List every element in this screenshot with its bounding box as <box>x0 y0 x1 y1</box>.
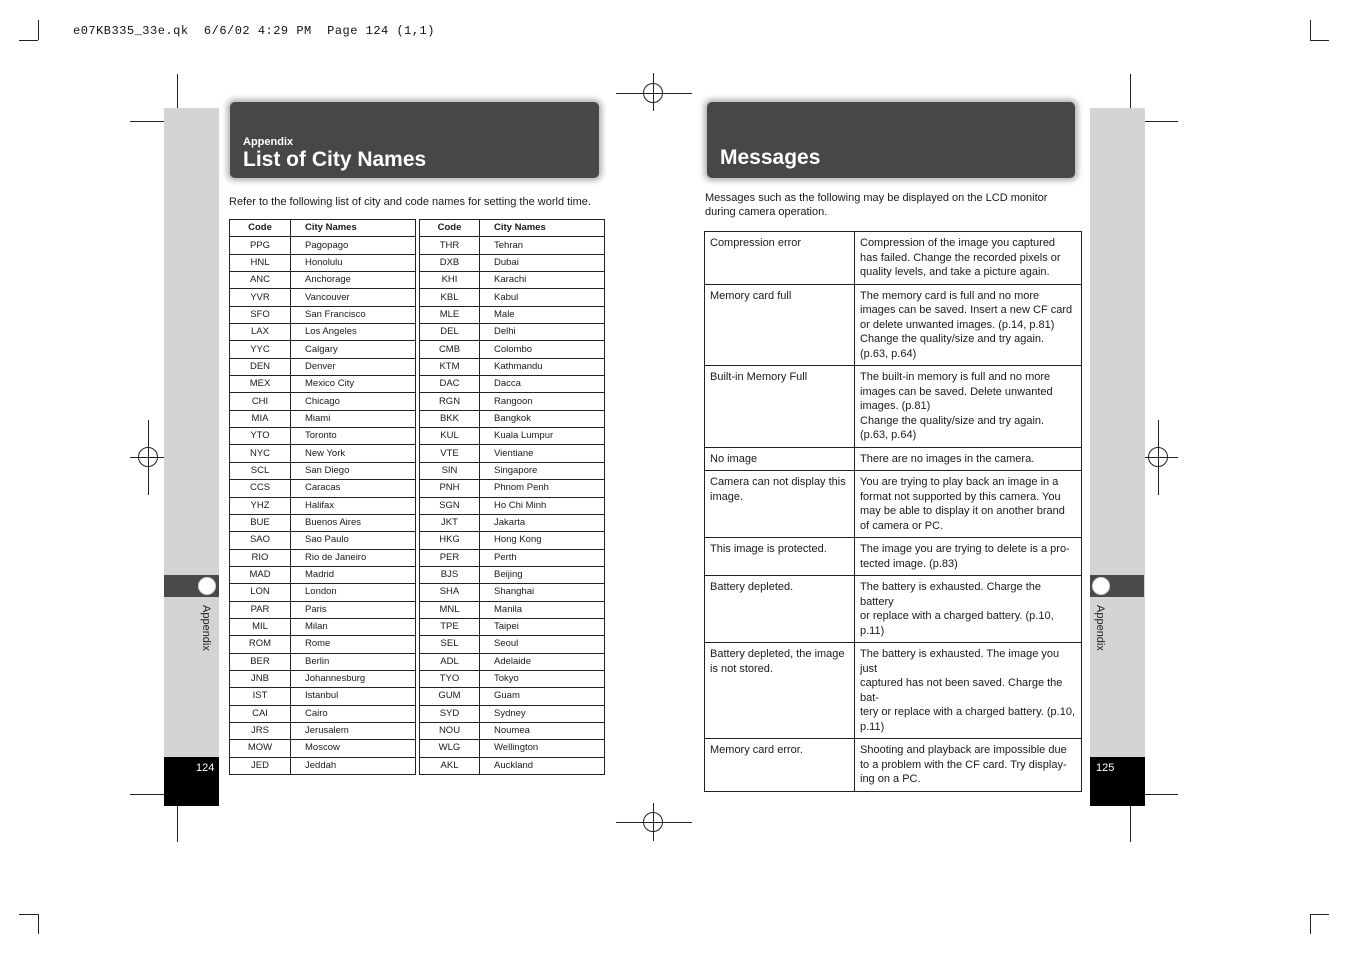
message-description-line: ing on a PC. <box>860 773 921 785</box>
city-name: Madrid <box>291 566 416 583</box>
intro-text <box>705 191 1047 219</box>
message-name-line: is not stored. <box>710 662 773 675</box>
table-row <box>230 445 605 462</box>
city-name: Moscow <box>291 740 416 757</box>
table-row <box>230 618 605 635</box>
message-description-line: (p.63, p.64) <box>860 429 917 441</box>
city-code: SAO <box>230 532 291 549</box>
city-code: MOW <box>230 740 291 757</box>
city-name: Rio de Janeiro <box>291 549 416 566</box>
city-code: PPG <box>230 237 291 254</box>
message-description <box>855 471 1082 538</box>
city-code: ANC <box>230 272 291 289</box>
crop-mark <box>38 20 39 40</box>
city-name: Delhi <box>480 324 605 341</box>
city-code: HNL <box>230 254 291 271</box>
trim-mark <box>1140 794 1178 795</box>
city-code: CHI <box>230 393 291 410</box>
trim-mark <box>1140 121 1178 122</box>
message-description-line: tery or replace with a charged battery. (p.10, <box>860 706 1076 718</box>
city-code: CCS <box>230 480 291 497</box>
city-name: Chicago <box>291 393 416 410</box>
table-row <box>230 532 605 549</box>
city-code: NOU <box>420 722 480 739</box>
section-label: Appendix <box>243 136 294 148</box>
message-description-line: or delete unwanted images. (p.14, p.81) <box>860 318 1055 331</box>
city-code: JRS <box>230 722 291 739</box>
city-code: SHA <box>420 584 480 601</box>
city-code: JKT <box>420 514 480 531</box>
city-code: JNB <box>230 670 291 687</box>
city-name: Colombo <box>480 341 605 358</box>
message-name <box>705 739 855 792</box>
city-code: SCL <box>230 462 291 479</box>
city-code: CAI <box>230 705 291 722</box>
message-description-line: has failed. Change the recorded pixels or <box>860 251 1061 264</box>
table-row <box>230 514 605 531</box>
city-code: MLE <box>420 306 480 323</box>
city-name: Buenos Aires <box>291 514 416 531</box>
message-name-line: This image is protected. <box>710 543 827 555</box>
city-code: VTE <box>420 445 480 462</box>
city-code: RIO <box>230 549 291 566</box>
messages-table <box>704 231 1082 792</box>
table-row <box>230 757 605 774</box>
registration-mark <box>138 447 158 467</box>
section-tab-marker <box>198 577 216 595</box>
table-row <box>230 722 605 739</box>
city-name: Caracas <box>291 480 416 497</box>
city-name: London <box>291 584 416 601</box>
message-description-line: Change the quality/size and try again. <box>860 333 1045 345</box>
table-row <box>230 480 605 497</box>
message-name <box>705 284 855 366</box>
city-code: YYC <box>230 341 291 358</box>
city-name: Johannesburg <box>291 670 416 687</box>
city-name: Halifax <box>291 497 416 514</box>
print-slug: e07KB335_33e.qk 6/6/02 4:29 PM Page 124 (1,1) <box>73 24 435 38</box>
message-name-line: Memory card error. <box>710 744 803 756</box>
city-name: Manila <box>480 601 605 618</box>
side-label-left: Appendix <box>200 605 212 651</box>
message-description-line: captured has not been saved. Charge the bat- <box>860 677 1063 704</box>
city-name: Vientiane <box>480 445 605 462</box>
table-row <box>230 410 605 427</box>
page-number-left: 124 <box>196 762 215 774</box>
message-name-line: Camera can not display this <box>710 476 846 488</box>
city-name: Istanbul <box>291 688 416 705</box>
city-name: Tehran <box>480 237 605 254</box>
trim-mark <box>1130 806 1131 842</box>
city-name: Kuala Lumpur <box>480 428 605 445</box>
city-code: MIL <box>230 618 291 635</box>
message-description <box>855 576 1082 643</box>
city-name: Berlin <box>291 653 416 670</box>
city-code: IST <box>230 688 291 705</box>
city-code: CMB <box>420 341 480 358</box>
city-name: Male <box>480 306 605 323</box>
city-name: Jeddah <box>291 757 416 774</box>
city-code: MEX <box>230 376 291 393</box>
message-name <box>705 366 855 448</box>
city-name: Vancouver <box>291 289 416 306</box>
message-description-line: Compression of the image you captured <box>860 237 1056 249</box>
city-code: KHI <box>420 272 480 289</box>
city-code: PER <box>420 549 480 566</box>
message-description-line: The battery is exhausted. Charge the battery <box>860 581 1041 608</box>
side-label-right: Appendix <box>1094 605 1106 651</box>
city-name: Karachi <box>480 272 605 289</box>
message-name-line: Memory card full <box>710 289 792 302</box>
city-name: San Francisco <box>291 306 416 323</box>
intro-text: Refer to the following list of city and code names for setting the world time. <box>229 196 591 208</box>
table-row <box>230 272 605 289</box>
column-header-city: City Names <box>480 220 605 237</box>
message-description-line: or replace with a charged battery. (p.10, p.11) <box>860 610 1054 637</box>
city-code: LAX <box>230 324 291 341</box>
message-description-line: Change the quality/size and try again. <box>860 414 1045 427</box>
message-description-line: The battery is exhausted. The image you just <box>860 648 1060 675</box>
message-description <box>855 232 1082 285</box>
city-code: KUL <box>420 428 480 445</box>
table-row <box>230 653 605 670</box>
section-tab-marker <box>1092 577 1110 595</box>
city-code: MAD <box>230 566 291 583</box>
message-name-line: Built-in Memory Full <box>710 371 808 383</box>
message-description-line: You are trying to play back an image in a <box>860 476 1059 488</box>
city-code: WLG <box>420 740 480 757</box>
table-row <box>230 462 605 479</box>
city-code: MIA <box>230 410 291 427</box>
city-code: GUM <box>420 688 480 705</box>
city-name: Wellington <box>480 740 605 757</box>
city-code: THR <box>420 237 480 254</box>
table-row <box>230 289 605 306</box>
message-description-line: There are no images in the camera. <box>860 452 1035 465</box>
table-row <box>230 324 605 341</box>
message-description-line: format not supported by this camera. You <box>860 490 1061 503</box>
message-description-line: images can be saved. Delete unwanted <box>860 385 1053 398</box>
city-name: Taipei <box>480 618 605 635</box>
city-name: San Diego <box>291 462 416 479</box>
city-name: Sydney <box>480 705 605 722</box>
message-name <box>705 232 855 285</box>
city-code: BER <box>230 653 291 670</box>
message-row <box>705 538 1082 576</box>
crop-mark <box>1310 40 1329 41</box>
city-code: TPE <box>420 618 480 635</box>
city-name: Milan <box>291 618 416 635</box>
message-name <box>705 576 855 643</box>
message-name <box>705 643 855 739</box>
city-code: KBL <box>420 289 480 306</box>
city-code: TYO <box>420 670 480 687</box>
city-name: Los Angeles <box>291 324 416 341</box>
table-row <box>230 358 605 375</box>
message-name <box>705 538 855 576</box>
message-name-line: Battery depleted. <box>710 581 794 593</box>
trim-mark <box>130 794 166 795</box>
table-row <box>230 566 605 583</box>
message-row <box>705 471 1082 538</box>
city-code: YTO <box>230 428 291 445</box>
table-row <box>230 688 605 705</box>
city-code: DXB <box>420 254 480 271</box>
city-name: Cairo <box>291 705 416 722</box>
city-name: Dubai <box>480 254 605 271</box>
table-row <box>230 341 605 358</box>
city-name: Sao Paulo <box>291 532 416 549</box>
city-name: Singapore <box>480 462 605 479</box>
city-name: Paris <box>291 601 416 618</box>
city-name: Honolulu <box>291 254 416 271</box>
table-row <box>230 549 605 566</box>
city-code: SYD <box>420 705 480 722</box>
city-code: SEL <box>420 636 480 653</box>
message-name-line: No image <box>710 452 758 465</box>
column-header-city: City Names <box>291 220 416 237</box>
message-row <box>705 576 1082 643</box>
city-code: PNH <box>420 480 480 497</box>
message-description-line: images can be saved. Insert a new CF card <box>860 304 1073 316</box>
right-header-bar <box>707 102 1075 178</box>
city-code: MNL <box>420 601 480 618</box>
city-code: DEN <box>230 358 291 375</box>
city-name: Phnom Penh <box>480 480 605 497</box>
table-row <box>230 497 605 514</box>
table-row <box>230 376 605 393</box>
city-code: HKG <box>420 532 480 549</box>
city-name: Miami <box>291 410 416 427</box>
city-name: Anchorage <box>291 272 416 289</box>
table-row <box>230 393 605 410</box>
table-row <box>230 254 605 271</box>
trim-mark <box>1130 74 1131 110</box>
message-description <box>855 284 1082 366</box>
city-name: Seoul <box>480 636 605 653</box>
message-row <box>705 232 1082 285</box>
city-code: ROM <box>230 636 291 653</box>
city-code: JED <box>230 757 291 774</box>
message-row <box>705 643 1082 739</box>
city-name: Ho Chi Minh <box>480 497 605 514</box>
city-name: Pagopago <box>291 237 416 254</box>
city-code: SGN <box>420 497 480 514</box>
page-number-right: 125 <box>1096 762 1115 774</box>
city-name: Rome <box>291 636 416 653</box>
city-name: Guam <box>480 688 605 705</box>
city-name: Auckland <box>480 757 605 774</box>
message-description <box>855 447 1082 471</box>
message-description-line: quality levels, and take a picture again. <box>860 266 1050 278</box>
table-row <box>230 428 605 445</box>
intro-line: Messages such as the following may be displayed on the LCD monitor <box>705 192 1048 204</box>
message-row <box>705 739 1082 792</box>
message-description-line: to a problem with the CF card. Try display- <box>860 758 1067 771</box>
city-name: Toronto <box>291 428 416 445</box>
message-name <box>705 447 855 471</box>
message-description-line: The image you are trying to delete is a pro- <box>860 543 1070 555</box>
city-code: BKK <box>420 410 480 427</box>
message-description-line: p.11) <box>860 720 885 733</box>
table-row <box>230 306 605 323</box>
side-band-left <box>164 108 219 806</box>
message-description <box>855 538 1082 576</box>
registration-mark <box>1148 447 1168 467</box>
message-description-line: images. (p.81) <box>860 400 931 412</box>
left-header-bar <box>230 102 599 178</box>
city-name: Calgary <box>291 341 416 358</box>
city-name: New York <box>291 445 416 462</box>
city-code: ADL <box>420 653 480 670</box>
city-name: Mexico City <box>291 376 416 393</box>
message-description-line: tected image. (p.83) <box>860 557 958 570</box>
column-header-code: Code <box>230 220 291 237</box>
city-name: Shanghai <box>480 584 605 601</box>
city-code: NYC <box>230 445 291 462</box>
table-row <box>230 670 605 687</box>
city-name: Adelaide <box>480 653 605 670</box>
message-row <box>705 366 1082 448</box>
city-name: Jakarta <box>480 514 605 531</box>
column-header-code: Code <box>420 220 480 237</box>
city-code: RGN <box>420 393 480 410</box>
message-description-line: The memory card is full and no more <box>860 289 1040 302</box>
city-code: BJS <box>420 566 480 583</box>
trim-mark <box>177 806 178 842</box>
crop-mark <box>19 914 38 915</box>
crop-mark <box>1310 914 1311 934</box>
trim-mark <box>177 74 178 110</box>
message-description-line: of camera or PC. <box>860 519 944 532</box>
message-description-line: (p.63, p.64) <box>860 347 917 360</box>
city-name: Hong Kong <box>480 532 605 549</box>
intro-line: during camera operation. <box>705 206 828 218</box>
page-title: Messages <box>720 146 821 169</box>
trim-mark <box>130 121 166 122</box>
message-description-line: Shooting and playback are impossible due <box>860 744 1067 756</box>
city-code: YVR <box>230 289 291 306</box>
city-names-table <box>229 219 605 775</box>
city-name: Denver <box>291 358 416 375</box>
city-code: YHZ <box>230 497 291 514</box>
message-name-line: Compression error <box>710 237 802 249</box>
crop-mark <box>1310 914 1329 915</box>
side-band-right <box>1090 108 1145 806</box>
message-row <box>705 447 1082 471</box>
message-row <box>705 284 1082 366</box>
message-description <box>855 739 1082 792</box>
city-name: Jerusalem <box>291 722 416 739</box>
table-row <box>230 705 605 722</box>
city-name: Noumea <box>480 722 605 739</box>
city-code: PAR <box>230 601 291 618</box>
message-name-line: Battery depleted, the image <box>710 648 845 660</box>
message-description <box>855 366 1082 448</box>
message-name-line: image. <box>710 490 744 503</box>
city-name: Tokyo <box>480 670 605 687</box>
city-name: Rangoon <box>480 393 605 410</box>
crop-mark <box>1310 20 1311 40</box>
city-name: Bangkok <box>480 410 605 427</box>
registration-mark <box>643 812 663 832</box>
city-name: Beijing <box>480 566 605 583</box>
table-header-row <box>230 220 605 237</box>
city-code: AKL <box>420 757 480 774</box>
city-name: Perth <box>480 549 605 566</box>
registration-mark <box>643 83 663 103</box>
table-row <box>230 237 605 254</box>
city-name: Dacca <box>480 376 605 393</box>
page-title: List of City Names <box>243 148 427 171</box>
city-code: SIN <box>420 462 480 479</box>
crop-mark <box>19 40 38 41</box>
city-name: Kabul <box>480 289 605 306</box>
city-code: BUE <box>230 514 291 531</box>
table-row <box>230 584 605 601</box>
table-row <box>230 601 605 618</box>
table-row <box>230 636 605 653</box>
crop-mark <box>38 914 39 934</box>
table-row <box>230 740 605 757</box>
message-description-line: may be able to display it on another brand <box>860 505 1065 517</box>
city-name: Kathmandu <box>480 358 605 375</box>
message-name <box>705 471 855 538</box>
message-description-line: The built-in memory is full and no more <box>860 371 1051 383</box>
city-code: LON <box>230 584 291 601</box>
city-code: DAC <box>420 376 480 393</box>
city-code: DEL <box>420 324 480 341</box>
city-code: KTM <box>420 358 480 375</box>
city-code: SFO <box>230 306 291 323</box>
message-description <box>855 643 1082 739</box>
